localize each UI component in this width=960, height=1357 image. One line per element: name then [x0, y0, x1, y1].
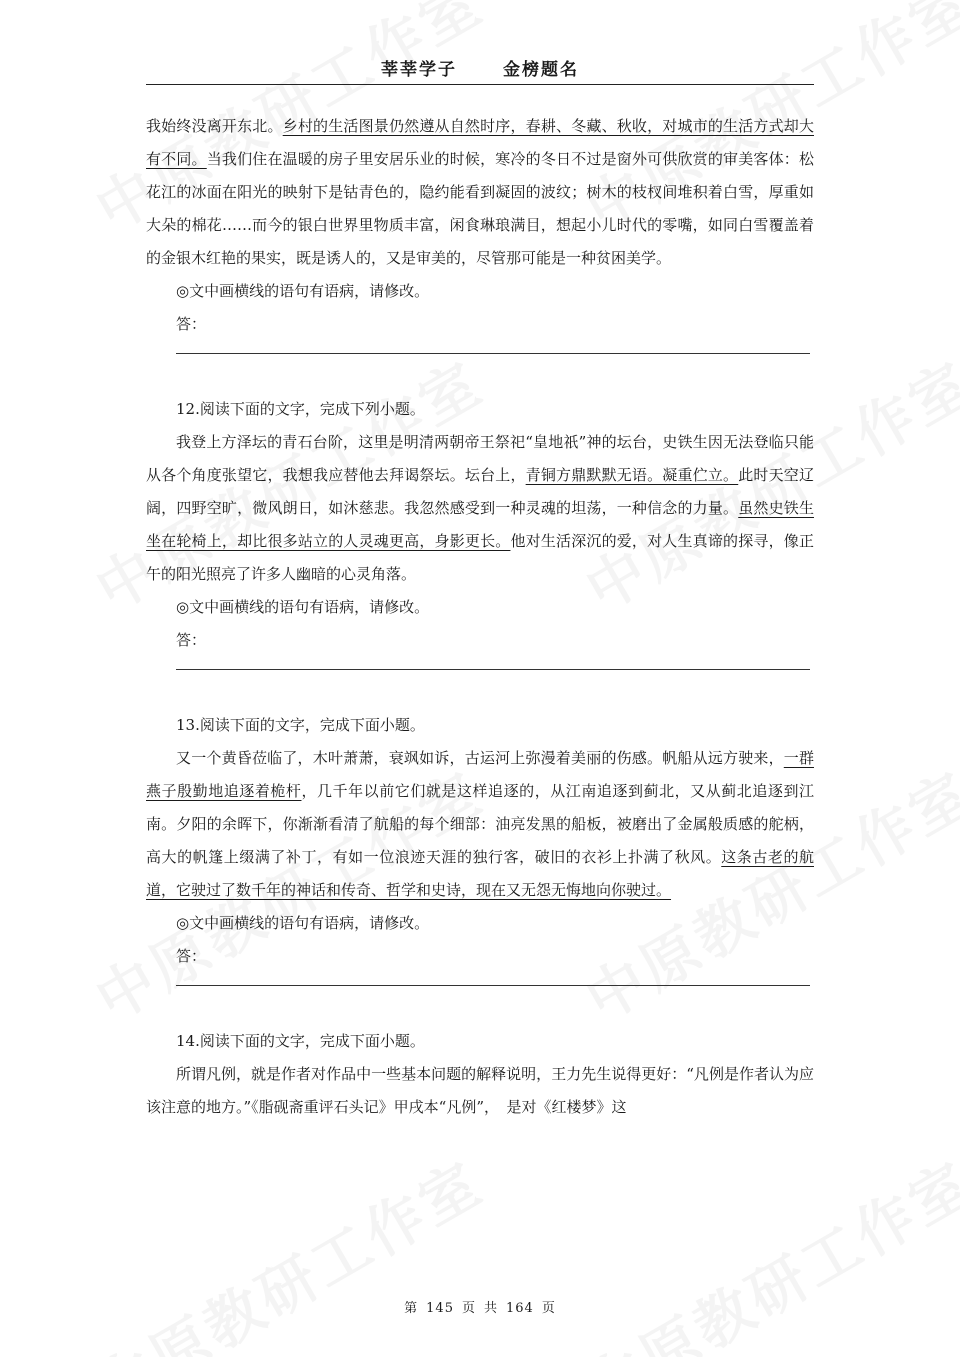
total-pages: 164: [506, 1301, 534, 1316]
question-title: 13.阅读下面的文字，完成下面小题。: [176, 716, 425, 734]
question-12: [146, 393, 814, 670]
footer-prefix: 第: [404, 1301, 419, 1316]
passage-text: 当我们住在温暖的房子里安居乐业的时候，寒冷的冬日不过是窗外可供欣赏的审美客体：松花江的冰面在阳光的映射下是钴青色的，隐约能看到凝固的波纹；树木的枝杈间堆积着白雪，厚重如大朵的棉花……而今的银白世界里物质丰富，闲食琳琅满目，想起小儿时代的零嘴，如同白雪覆盖着的金银木红艳的果实，既是诱人的，又是审美的，尽管那可能是一种贫困美学。: [146, 150, 814, 267]
underlined-sentence: 一群燕子殷勤地追逐着桅杆: [146, 749, 814, 800]
page-footer: [0, 1297, 960, 1316]
answer-label: 答：: [176, 631, 207, 649]
passage-paragraph: 所谓凡例，就是作者对作品中一些基本问题的解释说明，王力先生说得更好：“凡例是作者认为应该注意的地方。”《脂砚斋重评石头记》甲戌本“凡例”， 是对《红楼梦》这: [146, 1065, 814, 1116]
question-prompt: ◎文中画横线的语句有语病，请修改。: [176, 914, 430, 932]
question-13: [146, 709, 814, 986]
passage-text: 我登上方泽坛的青石台阶，这里是明清两朝帝王祭祀“皇地祇”神的坛台，史铁生因无法登临只能从各个角度张望它，我想我应替他去拜谒祭坛。坛台上，: [146, 433, 814, 484]
answer-line[interactable]: [176, 341, 810, 354]
header-slogan-right: 金榜题名: [503, 60, 579, 80]
underlined-sentence: 这条古老的航道，它驶过了数千年的神话和传奇、哲学和史诗，现在又无怨无悔地向你驶过。: [146, 848, 814, 899]
question-11: [146, 110, 814, 354]
header-slogan-left: 莘莘学子: [381, 60, 457, 80]
watermark: [78, 1137, 499, 1357]
passage-paragraph: [146, 742, 814, 907]
document-body: [146, 110, 814, 1124]
answer-line[interactable]: [176, 657, 810, 670]
watermark: [568, 1137, 960, 1357]
passage-paragraph: [146, 110, 814, 275]
passage-paragraph: [146, 426, 814, 591]
underlined-sentence: 虽然史铁生坐在轮椅上，却比很多站立的人灵魂更高，身影更长。: [146, 499, 814, 550]
passage-text: ，几千年以前它们就是这样追逐的，从江南追逐到蓟北，又从蓟北追逐到江南。夕阳的余晖下，你渐渐看清了航船的每个细部：油亮发黑的船板，被磨出了金属般质感的舵柄，高大的帆篷上缀满了补丁，有如一位浪迹天涯的独行客，破旧的衣衫上扑满了秋风。: [146, 782, 814, 866]
question-prompt: ◎文中画横线的语句有语病，请修改。: [176, 598, 430, 616]
footer-total-word: 共: [484, 1301, 499, 1316]
passage-text: 我始终没离开东北。: [146, 117, 283, 135]
footer-suffix: 页: [541, 1301, 556, 1316]
footer-page-word: 页: [461, 1301, 476, 1316]
underlined-sentence: 乡村的生活图景仍然遵从自然时序，春耕、冬藏、秋收，对城市的生活方式却大有不同。: [146, 117, 814, 168]
answer-label: 答：: [176, 315, 207, 333]
answer-line[interactable]: [176, 973, 810, 986]
page-header: [146, 56, 814, 85]
question-prompt: ◎文中画横线的语句有语病，请修改。: [176, 282, 430, 300]
passage-text: 又一个黄昏莅临了，木叶萧萧，衰飒如诉，古运河上弥漫着美丽的伤感。帆船从远方驶来，: [176, 749, 784, 767]
question-title: 12.阅读下面的文字，完成下列小题。: [176, 400, 425, 418]
question-title: 14.阅读下面的文字，完成下面小题。: [176, 1032, 425, 1050]
answer-label: 答：: [176, 947, 207, 965]
page-number: 145: [426, 1301, 454, 1316]
passage-text: 他对生活深沉的爱，对人生真谛的探寻，像正午的阳光照亮了许多人幽暗的心灵角落。: [146, 532, 814, 583]
passage-text: 此时天空辽阔，四野空旷，微风朗日，如沐慈悲。我忽然感受到一种灵魂的坦荡，一种信念的力量。: [146, 466, 814, 517]
underlined-sentence: 青铜方鼎默默无语。凝重伫立。: [525, 466, 739, 484]
question-14: [146, 1025, 814, 1124]
